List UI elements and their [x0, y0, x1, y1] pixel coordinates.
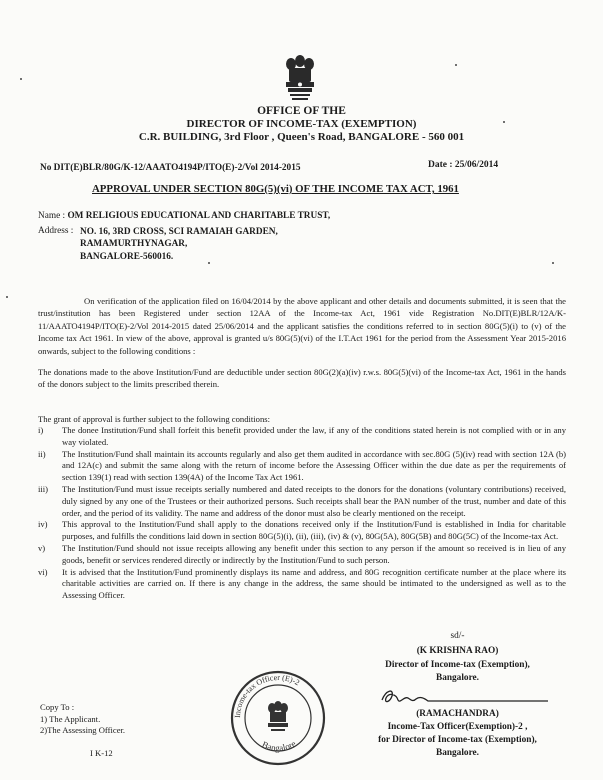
verification-paragraph: On verification of the application filed on 16/04/2014 by the above applicant and other details and documents submitted, it is seen that the trust/institution has been Registered under section 12AA of the Income-tax Act, 1961 vide Registration No.DIT(E)BLR/12A/K-11/AAATO4194P/ITO(E)-2/Vol 2014-2015 dated 25/06/2014 and the applicant satisfies the conditions referred to in section 80G(5)(i) to (v) of the Income tax Act 1961. In view of the above, approval is granted u/s 80G(5)(vi) of the I.T.Act 1961 for the period from the Assessment Year 2015-2016 onwards, subject to the following conditions :	[38, 296, 566, 356]
scan-speck	[503, 121, 505, 123]
condition-item	[38, 567, 566, 602]
condition-text: The Institution/Fund must issue receipts serially numbered and dated receipts to the donors for the donations (voluntary contributions) received, duly signed by any one of the Trustees or their authorized persons. Such receipts shall bear the PAN number of the trust, number and date of this order, and the period of its validity. The name and address of the donor must also be clearly mentioned on the receipt.	[62, 483, 566, 518]
condition-number: v)	[38, 542, 46, 553]
condition-number: ii)	[38, 448, 46, 459]
copy-to-item: 2)The Assessing Officer.	[40, 725, 126, 736]
condition-text: The Institution/Fund should not issue receipts allowing any benefit under this section to any person if the amount so received is in lieu of any goods, benefit or services rendered directly or indirectly by the Institution/Fund to such person.	[62, 542, 566, 565]
director-heading: DIRECTOR OF INCOME-TAX (EXEMPTION)	[186, 118, 417, 130]
document-title: APPROVAL UNDER SECTION 80G(5)(vi) OF THE INCOME TAX ACT, 1961	[92, 183, 459, 195]
director-designation: Director of Income-tax (Exemption),	[385, 660, 530, 670]
address-label: Address :	[38, 226, 74, 236]
file-number: I K-12	[90, 748, 113, 758]
condition-number: iv)	[38, 519, 48, 530]
copy-to-block	[40, 702, 125, 737]
address-line: NO. 16, 3RD CROSS, SCI RAMAIAH GARDEN,	[80, 227, 278, 237]
svg-text:Income-tax Officer (E)-2: Income-tax Officer (E)-2	[232, 672, 302, 719]
handwritten-signature	[380, 686, 550, 710]
scan-speck	[20, 78, 22, 80]
scan-speck	[455, 64, 457, 66]
copy-to-item: 1) The Applicant.	[40, 713, 101, 724]
condition-text: The Institution/Fund shall maintain its accounts regularly and also get them audited in accordance with sec.80G (5)(iv) read with section 12A (b) and 12A(c) and submit the same along with the return of income before the Assessing Officer within the due date as per the requirements of section 139(1) read with section 139(4A) of the Income Tax Act 1961.	[62, 448, 566, 483]
director-city: Bangalore.	[436, 673, 479, 683]
scan-speck	[208, 262, 210, 264]
officer-city: Bangalore.	[436, 748, 479, 758]
condition-number: i)	[38, 425, 44, 435]
conditions-list	[38, 425, 566, 602]
officer-designation: Income-Tax Officer(Exemption)-2 ,	[387, 722, 528, 732]
condition-text: It is advised that the Institution/Fund prominently displays its name and address, and 80G recognition certificate number at the place where its charitable activities are carried on. If there is any change in the address, the same should be intimated to the undersigned as well as to the Assessing Officer.	[62, 566, 566, 601]
officer-name: (RAMACHANDRA)	[416, 709, 499, 719]
condition-number: vi)	[38, 566, 48, 577]
condition-item	[38, 519, 566, 543]
condition-item	[38, 484, 566, 519]
scan-speck	[552, 262, 554, 264]
office-heading: OFFICE OF THE	[257, 105, 346, 117]
condition-number: iii)	[38, 483, 49, 494]
address-line: BANGALORE-560016.	[80, 251, 174, 262]
applicant-name-row	[38, 211, 330, 221]
reference-number: No DIT(E)BLR/80G/K-12/AAATO4194P/ITO(E)-2/Vol 2014-2015	[40, 163, 301, 173]
copy-to-heading: Copy To :	[40, 702, 75, 712]
national-emblem-icon	[280, 52, 320, 104]
director-name: (K KRISHNA RAO)	[416, 646, 499, 656]
condition-item	[38, 449, 566, 484]
applicant-name: OM RELIGIOUS EDUCATIONAL AND CHARITABLE TRUST,	[67, 211, 331, 221]
condition-text: This approval to the Institution/Fund shall apply to the donations received only if the Institution/Fund is established in India for charitable purposes, and fulfills the conditions laid down in section 80G(5)(i), (ii), (iii), (iv) & (v), 80G(5A), 80G(5B) and 80G(5C) of the Income-tax Act.	[62, 519, 566, 542]
applicant-address	[80, 226, 278, 263]
officer-for-line: for Director of Income-tax (Exemption),	[378, 735, 537, 745]
scan-speck	[6, 296, 8, 298]
condition-item	[38, 543, 566, 567]
condition-text: The donee Institution/Fund shall forfeit this benefit provided under the law, if any of the conditions stated herein is not complied with or in any way violated.	[62, 425, 566, 447]
signed-mark: sd/-	[450, 631, 465, 641]
office-address: C.R. BUILDING, 3rd Floor , Queen's Road, BANGALORE - 560 001	[138, 131, 465, 143]
name-label: Name :	[38, 211, 66, 221]
address-line: RAMAMURTHYNAGAR,	[80, 239, 188, 250]
donations-paragraph: The donations made to the above Institution/Fund are deductible under section 80G(2)(a)(iv) r.w.s. 80G(5)(vi) of the Income-tax Act, 1961 in the hands of the donors subject to the limits prescribed therein.	[38, 367, 566, 390]
official-seal-stamp	[228, 668, 328, 768]
svg-text:Bangalore: Bangalore	[260, 738, 298, 753]
condition-item	[38, 425, 566, 449]
conditions-intro: The grant of approval is further subject to the following conditions:	[38, 414, 270, 424]
order-date: Date : 25/06/2014	[428, 160, 499, 170]
